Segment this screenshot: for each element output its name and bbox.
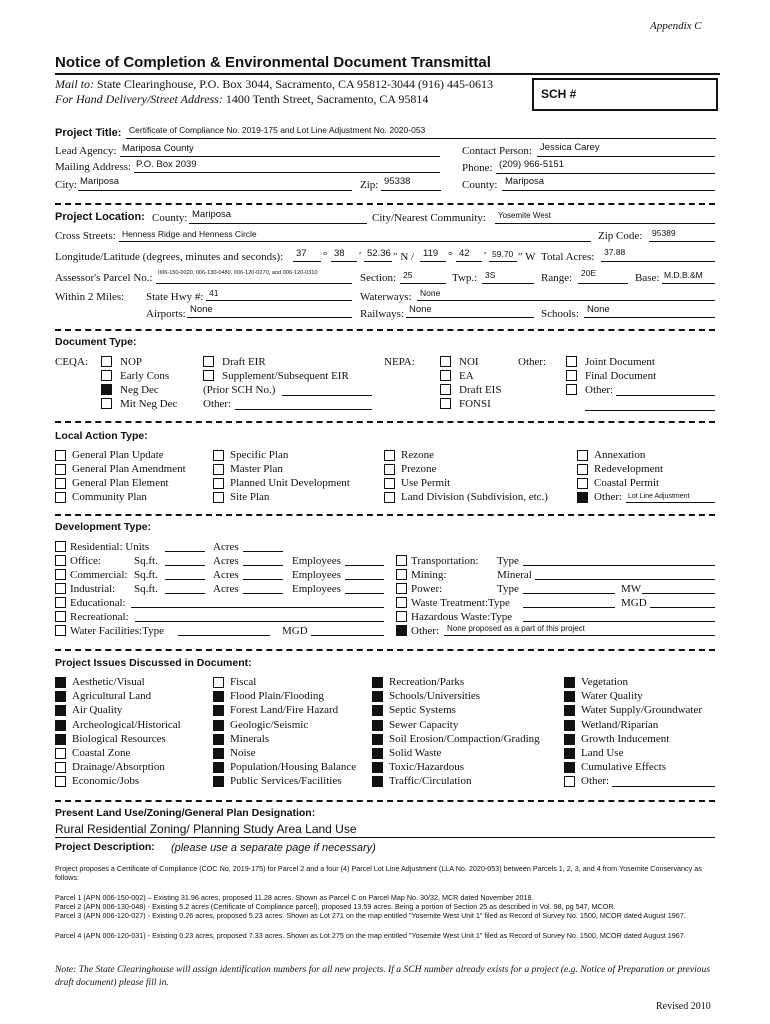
commercial-acres-field[interactable] bbox=[243, 579, 283, 580]
local-action-rezone-label: Rezone bbox=[401, 449, 434, 461]
commercial-acres-label: Acres bbox=[213, 569, 239, 581]
n-label: ″ N / bbox=[393, 251, 415, 263]
ceqa-label: CEQA: bbox=[55, 356, 88, 368]
residential-units-field[interactable] bbox=[165, 551, 205, 552]
airports-label: Airports: bbox=[146, 308, 186, 320]
waste-treatment-label: Waste Treatment:Type bbox=[411, 597, 510, 609]
issue-land-use-label: Land Use bbox=[581, 747, 624, 759]
issue-drainage-absorption-checkbox[interactable] bbox=[55, 762, 66, 773]
ea-label: EA bbox=[459, 370, 474, 382]
zip-value[interactable]: 95338 bbox=[384, 176, 411, 187]
final-document-label: Final Document bbox=[585, 370, 657, 382]
issue-aesthetic-visual-checkbox[interactable] bbox=[55, 677, 66, 688]
water-mgd-field[interactable] bbox=[311, 635, 384, 636]
local-action-community-plan-label: Community Plan bbox=[72, 491, 147, 503]
doc-other2-label: Other: bbox=[585, 384, 614, 396]
airports-value[interactable]: None bbox=[190, 304, 213, 315]
doc-other-checkbox[interactable] bbox=[566, 384, 577, 395]
lead-agency-value[interactable]: Mariposa County bbox=[122, 143, 194, 154]
lead-agency-label: Lead Agency: bbox=[55, 145, 117, 157]
title-rule bbox=[55, 73, 720, 75]
local-action-other-label: Other: bbox=[594, 491, 623, 503]
county-value[interactable]: Mariposa bbox=[505, 176, 545, 187]
total-acres-label: Total Acres: bbox=[541, 251, 595, 263]
issue-archeological-historical-label: Archeological/Historical bbox=[72, 718, 181, 731]
office-checkbox[interactable] bbox=[55, 555, 66, 566]
issue-growth-inducement-checkbox[interactable] bbox=[564, 734, 575, 745]
city-value[interactable]: Mariposa bbox=[80, 176, 120, 187]
issue-archeological-historical-checkbox[interactable] bbox=[55, 720, 66, 731]
issue-toxic-hazardous-label: Toxic/Hazardous bbox=[389, 761, 464, 774]
industrial-acres-label: Acres bbox=[213, 583, 239, 595]
phone-label: Phone: bbox=[462, 162, 493, 174]
local-action-prezone-label: Prezone bbox=[401, 463, 437, 475]
deg-symbol-2: ° bbox=[448, 250, 453, 262]
water-facilities-checkbox[interactable] bbox=[55, 625, 66, 636]
project-description-note: (please use a separate page if necessary) bbox=[171, 842, 376, 854]
doc-other-label: Other: bbox=[518, 356, 547, 368]
issue-economic-jobs-checkbox[interactable] bbox=[55, 776, 66, 787]
issue-sewer-capacity-checkbox[interactable] bbox=[372, 720, 383, 731]
section-divider bbox=[55, 649, 715, 651]
zip-code-label: Zip Code: bbox=[598, 230, 643, 242]
ceqa-other-label: Other: bbox=[203, 398, 232, 410]
local-action-prezone-checkbox[interactable] bbox=[384, 464, 395, 475]
issue-recreation-parks-checkbox[interactable] bbox=[372, 677, 383, 688]
issue-fiscal-label: Fiscal bbox=[230, 676, 257, 688]
commercial-checkbox[interactable] bbox=[55, 569, 66, 580]
local-action-land-division-subdivision-etc-checkbox[interactable] bbox=[384, 492, 395, 503]
local-action-specific-plan-checkbox[interactable] bbox=[213, 450, 224, 461]
noi-checkbox[interactable] bbox=[440, 356, 451, 367]
neg-dec-label: Neg Dec bbox=[120, 384, 159, 396]
lat-minutes[interactable]: 38 bbox=[334, 248, 345, 259]
issue-recreation-parks-label: Recreation/Parks bbox=[389, 676, 465, 688]
issue-geologic-seismic-checkbox[interactable] bbox=[213, 720, 224, 731]
supplement-eir-checkbox[interactable] bbox=[203, 370, 214, 381]
local-action-general-plan-amendment-label: General Plan Amendment bbox=[72, 463, 186, 475]
transportation-checkbox[interactable] bbox=[396, 555, 407, 566]
section-divider bbox=[55, 329, 715, 331]
issue-wetland-riparian-label: Wetland/Riparian bbox=[581, 718, 659, 731]
issue-water-supply-groundwater-checkbox[interactable] bbox=[564, 705, 575, 716]
issue-minerals-label: Minerals bbox=[230, 732, 270, 745]
within-2-miles-label: Within 2 Miles: bbox=[55, 291, 125, 303]
nearest-community-value[interactable]: Yosemite West bbox=[498, 211, 551, 220]
issue-solid-waste-label: Solid Waste bbox=[389, 747, 442, 759]
zip-code-value[interactable]: 95389 bbox=[652, 228, 676, 238]
power-type-label: Type bbox=[497, 583, 519, 595]
power-type-field[interactable] bbox=[523, 593, 615, 594]
prior-sch-label: (Prior SCH No.) bbox=[203, 384, 276, 396]
hazardous-waste-label: Hazardous Waste:Type bbox=[411, 611, 513, 623]
township-value[interactable]: 3S bbox=[485, 270, 496, 280]
issue-flood-plain-flooding-checkbox[interactable] bbox=[213, 691, 224, 702]
office-sqft-label: Sq.ft. bbox=[134, 555, 158, 567]
revised-label: Revised 2010 bbox=[656, 1001, 711, 1012]
issue-schools-universities-label: Schools/Universities bbox=[389, 690, 481, 703]
appendix-label: Appendix C bbox=[650, 20, 702, 32]
sch-label: SCH # bbox=[541, 87, 577, 101]
development-type-header: Development Type: bbox=[55, 521, 152, 533]
state-hwy-value[interactable]: 41 bbox=[209, 288, 219, 298]
water-mgd-label: MGD bbox=[282, 625, 308, 637]
educational-checkbox[interactable] bbox=[55, 597, 66, 608]
mit-neg-dec-checkbox[interactable] bbox=[101, 398, 112, 409]
local-action-other-value[interactable]: Lot Line Adjustment bbox=[628, 493, 690, 500]
residential-acres-field[interactable] bbox=[243, 551, 283, 552]
mail-to-line: Mail to: State Clearinghouse, P.O. Box 3044, Sacramento, CA 95812-3044 (916) 445-0613 bbox=[55, 77, 493, 91]
project-title-value[interactable]: Certificate of Compliance No. 2019-175 and Lot Line Adjustment No. 2020-053 bbox=[129, 125, 426, 135]
issue-public-services-facilities-checkbox[interactable] bbox=[213, 776, 224, 787]
project-description-header: Project Description: bbox=[55, 841, 155, 853]
contact-person-value[interactable]: Jessica Carey bbox=[540, 142, 600, 153]
cross-streets-value[interactable]: Henness Ridge and Henness Circle bbox=[122, 229, 257, 239]
section-divider bbox=[55, 203, 715, 205]
local-action-annexation-label: Annexation bbox=[594, 449, 646, 461]
local-action-use-permit-label: Use Permit bbox=[401, 477, 451, 489]
development-other-value[interactable]: None proposed as a part of this project bbox=[447, 624, 585, 633]
issue-forest-land-fire-hazard-label: Forest Land/Fire Hazard bbox=[230, 704, 339, 717]
local-action-general-plan-update-checkbox[interactable] bbox=[55, 450, 66, 461]
residential-label: Residential: Units bbox=[70, 541, 150, 553]
min-symbol-2: ′ bbox=[484, 250, 487, 262]
recreational-checkbox[interactable] bbox=[55, 611, 66, 622]
transportation-type-label: Type bbox=[497, 555, 519, 567]
ea-checkbox[interactable] bbox=[440, 370, 451, 381]
issue-septic-systems-label: Septic Systems bbox=[389, 704, 456, 717]
project-location-header: Project Location: bbox=[55, 211, 145, 223]
waste-mgd-label: MGD bbox=[621, 597, 647, 609]
section-divider bbox=[55, 514, 715, 516]
recreational-field[interactable] bbox=[135, 621, 384, 622]
parcel-no-value[interactable]: 006-150-0020, 006-130-0480, 006-120-0270, and 006-120-0310 bbox=[158, 270, 318, 276]
section-value[interactable]: 25 bbox=[403, 270, 413, 280]
description-parcel-3: Parcel 3 (APN 006-120-027) - Existing 0.26 acres, proposed 5.23 acres. Shown as Lot 271 on the map entitled "Yosemite West Unit 1" filed as Record of Survey No. 1500, MCOR dated August 1967. bbox=[55, 911, 686, 920]
commercial-sqft-field[interactable] bbox=[165, 579, 205, 580]
issue-forest-land-fire-hazard-checkbox[interactable] bbox=[213, 705, 224, 716]
issue-wetland-riparian-checkbox[interactable] bbox=[564, 720, 575, 731]
joint-document-label: Joint Document bbox=[585, 356, 655, 368]
industrial-label: Industrial: bbox=[70, 583, 116, 595]
city-label: City: bbox=[55, 179, 78, 191]
commercial-label: Commercial: bbox=[70, 569, 128, 581]
issue-soil-erosion-compaction-grading-label: Soil Erosion/Compaction/Grading bbox=[389, 732, 540, 745]
railways-label: Railways: bbox=[360, 308, 404, 320]
waste-treatment-checkbox[interactable] bbox=[396, 597, 407, 608]
industrial-acres-field[interactable] bbox=[243, 593, 283, 594]
issue-schools-universities-checkbox[interactable] bbox=[372, 691, 383, 702]
schools-label: Schools: bbox=[541, 308, 579, 320]
issue-coastal-zone-label: Coastal Zone bbox=[72, 747, 131, 759]
office-acres-field[interactable] bbox=[243, 565, 283, 566]
supplement-eir-label: Supplement/Subsequent EIR bbox=[222, 370, 349, 382]
local-action-coastal-permit-checkbox[interactable] bbox=[577, 478, 588, 489]
local-action-general-plan-update-label: General Plan Update bbox=[72, 449, 164, 461]
zip-label: Zip: bbox=[360, 179, 379, 191]
issue-aesthetic-visual-label: Aesthetic/Visual bbox=[72, 676, 145, 688]
description-parcel-4: Parcel 4 (APN 006-120-031) - Existing 0.23 acres, proposed 7.33 acres. Shown as Lot 275 on the map entitled "Yosemite West Unit 1" filed as Record of Survey No. 1500, MCOR dated August 1967. bbox=[55, 931, 686, 940]
transportation-type-field[interactable] bbox=[523, 565, 715, 566]
local-action-site-plan-label: Site Plan bbox=[230, 491, 270, 503]
draft-eir-label: Draft EIR bbox=[222, 356, 266, 368]
issues-other-field[interactable] bbox=[612, 786, 715, 787]
office-employees-label: Employees bbox=[292, 555, 341, 567]
early-cons-label: Early Cons bbox=[120, 370, 170, 382]
issue-flood-plain-flooding-label: Flood Plain/Flooding bbox=[230, 690, 324, 703]
local-action-redevelopment-label: Redevelopment bbox=[594, 463, 664, 475]
lat-degrees[interactable]: 37 bbox=[296, 248, 307, 259]
transportation-label: Transportation: bbox=[411, 555, 479, 567]
project-title-label: Project Title: bbox=[55, 127, 122, 139]
parcel-no-label: Assessor's Parcel No.: bbox=[55, 272, 153, 284]
local-action-annexation-checkbox[interactable] bbox=[577, 450, 588, 461]
range-label: Range: bbox=[541, 272, 573, 284]
description-paragraph-1: Project proposes a Certificate of Compliance (COC No. 2019-175) for Parcel 2 and a four (4) Parcel Lot Line Adjustment (LLA No. 2020-053) between Parcels 1, 2, 3, and 4 from Yosemite Conservancy as follows: bbox=[55, 864, 702, 882]
nop-checkbox[interactable] bbox=[101, 356, 112, 367]
industrial-sqft-label: Sq.ft. bbox=[134, 583, 158, 595]
local-action-redevelopment-checkbox[interactable] bbox=[577, 464, 588, 475]
issue-soil-erosion-compaction-grading-checkbox[interactable] bbox=[372, 734, 383, 745]
issue-water-quality-checkbox[interactable] bbox=[564, 691, 575, 702]
power-checkbox[interactable] bbox=[396, 583, 407, 594]
local-action-general-plan-element-checkbox[interactable] bbox=[55, 478, 66, 489]
mailing-address-value[interactable]: P.O. Box 2039 bbox=[136, 159, 197, 170]
issue-economic-jobs-label: Economic/Jobs bbox=[72, 775, 140, 788]
fonsi-checkbox[interactable] bbox=[440, 398, 451, 409]
issue-air-quality-label: Air Quality bbox=[72, 704, 123, 717]
local-action-rezone-checkbox[interactable] bbox=[384, 450, 395, 461]
development-other-label: Other: bbox=[411, 625, 440, 637]
issue-fiscal-checkbox[interactable] bbox=[213, 677, 224, 688]
deg-symbol: ° bbox=[323, 250, 328, 262]
document-type-header: Document Type: bbox=[55, 336, 137, 348]
latlong-label: Longitude/Latitude (degrees, minutes and seconds): bbox=[55, 251, 284, 263]
issue-geologic-seismic-label: Geologic/Seismic bbox=[230, 718, 309, 731]
waste-type-field[interactable] bbox=[523, 607, 615, 608]
total-acres-value[interactable]: 37.88 bbox=[604, 247, 626, 257]
office-label: Office: bbox=[70, 555, 101, 567]
early-cons-checkbox[interactable] bbox=[101, 370, 112, 381]
local-action-master-plan-label: Master Plan bbox=[230, 463, 283, 475]
issue-toxic-hazardous-checkbox[interactable] bbox=[372, 762, 383, 773]
industrial-sqft-field[interactable] bbox=[165, 593, 205, 594]
range-value[interactable]: 20E bbox=[581, 268, 597, 278]
commercial-sqft-label: Sq.ft. bbox=[134, 569, 158, 581]
hand-delivery-line: For Hand Delivery/Street Address: 1400 Tenth Street, Sacramento, CA 95814 bbox=[55, 92, 429, 106]
issue-air-quality-checkbox[interactable] bbox=[55, 705, 66, 716]
location-county-value[interactable]: Mariposa bbox=[192, 209, 232, 220]
issue-growth-inducement-label: Growth Inducement bbox=[581, 732, 670, 745]
footnote: Note: The State Clearinghouse will assign identification numbers for all new projects. If a SCH number already exists for a project (e.g. Notice of Preparation or previous draft document) please fill in. bbox=[55, 964, 711, 988]
lon-minutes[interactable]: 42 bbox=[459, 248, 470, 259]
issue-biological-resources-label: Biological Resources bbox=[72, 732, 166, 745]
office-sqft-field[interactable] bbox=[165, 565, 205, 566]
state-hwy-label: State Hwy #: bbox=[146, 291, 204, 303]
industrial-checkbox[interactable] bbox=[55, 583, 66, 594]
min-symbol: ′ bbox=[359, 250, 362, 262]
lon-degrees[interactable]: 119 bbox=[423, 248, 439, 259]
noi-label: NOI bbox=[459, 356, 479, 368]
mineral-field[interactable] bbox=[535, 579, 715, 580]
local-action-general-plan-amendment-checkbox[interactable] bbox=[55, 464, 66, 475]
issue-agricultural-land-checkbox[interactable] bbox=[55, 691, 66, 702]
w-label: ″ W bbox=[518, 251, 536, 263]
description-parcel-1: Parcel 1 (APN 006-150-002) – Existing 31.96 acres, proposed 11.28 acres. Shown as Parcel C on Parcel Map No. 30/32, MCR dated November 2018. bbox=[55, 893, 534, 902]
draft-eis-label: Draft EIS bbox=[459, 384, 502, 396]
issue-noise-checkbox[interactable] bbox=[213, 748, 224, 759]
phone-value[interactable]: (209) 966-5151 bbox=[499, 159, 564, 170]
issue-vegetation-label: Vegetation bbox=[581, 676, 629, 688]
land-use-header: Present Land Use/Zoning/General Plan Designation: bbox=[55, 807, 316, 819]
local-action-master-plan-checkbox[interactable] bbox=[213, 464, 224, 475]
commercial-employees-label: Employees bbox=[292, 569, 341, 581]
mailing-address-label: Mailing Address: bbox=[55, 161, 132, 173]
power-label: Power: bbox=[411, 583, 443, 595]
hazardous-waste-checkbox[interactable] bbox=[396, 611, 407, 622]
issue-agricultural-land-label: Agricultural Land bbox=[72, 690, 152, 703]
issue-water-quality-label: Water Quality bbox=[581, 690, 643, 703]
issue-coastal-zone-checkbox[interactable] bbox=[55, 748, 66, 759]
educational-label: Educational: bbox=[70, 597, 126, 609]
issue-population-housing-balance-label: Population/Housing Balance bbox=[230, 761, 357, 774]
land-use-value[interactable]: Rural Residential Zoning/ Planning Study Area Land Use bbox=[55, 822, 357, 836]
residential-acres-label: Acres bbox=[213, 541, 239, 553]
local-action-land-division-subdivision-etc-label: Land Division (Subdivision, etc.) bbox=[401, 491, 548, 503]
local-action-site-plan-checkbox[interactable] bbox=[213, 492, 224, 503]
section-divider bbox=[55, 800, 715, 802]
issue-vegetation-checkbox[interactable] bbox=[564, 677, 575, 688]
mw-field[interactable] bbox=[642, 593, 715, 594]
local-action-planned-unit-development-checkbox[interactable] bbox=[213, 478, 224, 489]
schools-value[interactable]: None bbox=[587, 304, 610, 315]
mining-checkbox[interactable] bbox=[396, 569, 407, 580]
waterways-label: Waterways: bbox=[360, 291, 412, 303]
mineral-label: Mineral bbox=[497, 569, 532, 581]
base-value[interactable]: M.D.B.&M bbox=[664, 270, 703, 280]
waterways-value[interactable]: None bbox=[420, 288, 441, 298]
base-label: Base: bbox=[635, 272, 660, 284]
nearest-community-label: City/Nearest Community: bbox=[372, 212, 486, 224]
issue-public-services-facilities-label: Public Services/Facilities bbox=[230, 775, 342, 788]
industrial-employees-field[interactable] bbox=[345, 593, 384, 594]
educational-field[interactable] bbox=[131, 607, 384, 608]
waste-mgd-field[interactable] bbox=[650, 607, 715, 608]
local-action-other-checkbox[interactable] bbox=[577, 492, 588, 503]
issue-septic-systems-checkbox[interactable] bbox=[372, 705, 383, 716]
doc-other-field-2[interactable] bbox=[585, 410, 715, 411]
local-action-general-plan-element-label: General Plan Element bbox=[72, 477, 169, 489]
development-other-checkbox[interactable] bbox=[396, 625, 407, 636]
contact-person-label: Contact Person: bbox=[462, 145, 532, 157]
section-label: Section: bbox=[360, 272, 397, 284]
section-divider bbox=[55, 421, 715, 423]
hazardous-type-field[interactable] bbox=[523, 621, 715, 622]
issue-noise-label: Noise bbox=[230, 747, 256, 759]
location-county-label: County: bbox=[152, 212, 188, 224]
residential-checkbox[interactable] bbox=[55, 541, 66, 552]
ceqa-other-field[interactable] bbox=[235, 409, 372, 410]
issue-other-checkbox[interactable] bbox=[564, 776, 575, 787]
township-label: Twp.: bbox=[452, 272, 478, 284]
issue-land-use-checkbox[interactable] bbox=[564, 748, 575, 759]
county-label: County: bbox=[462, 179, 498, 191]
final-document-checkbox[interactable] bbox=[566, 370, 577, 381]
local-action-coastal-permit-label: Coastal Permit bbox=[594, 477, 660, 489]
local-action-header: Local Action Type: bbox=[55, 430, 148, 442]
railways-value[interactable]: None bbox=[409, 304, 432, 315]
recreational-label: Recreational: bbox=[70, 611, 129, 623]
issue-cumulative-effects-checkbox[interactable] bbox=[564, 762, 575, 773]
neg-dec-checkbox[interactable] bbox=[101, 384, 112, 395]
water-facilities-field[interactable] bbox=[178, 635, 270, 636]
lat-seconds[interactable]: 52.36 bbox=[367, 248, 391, 259]
issue-sewer-capacity-label: Sewer Capacity bbox=[389, 718, 459, 731]
office-employees-field[interactable] bbox=[345, 565, 384, 566]
water-facilities-label: Water Facilities:Type bbox=[70, 625, 164, 637]
issue-traffic-circulation-label: Traffic/Circulation bbox=[389, 775, 472, 788]
fonsi-label: FONSI bbox=[459, 398, 491, 410]
issue-water-supply-groundwater-label: Water Supply/Groundwater bbox=[581, 704, 702, 717]
lon-seconds[interactable]: 59.70 bbox=[492, 249, 514, 259]
cross-streets-label: Cross Streets: bbox=[55, 230, 116, 242]
issue-population-housing-balance-checkbox[interactable] bbox=[213, 762, 224, 773]
mining-label: Mining: bbox=[411, 569, 447, 581]
issue-biological-resources-checkbox[interactable] bbox=[55, 734, 66, 745]
form-title: Notice of Completion & Environmental Document Transmittal bbox=[55, 54, 491, 71]
issue-solid-waste-checkbox[interactable] bbox=[372, 748, 383, 759]
description-parcel-2: Parcel 2 (APN 006-130-048) - Existing 5.2 acres (Certificate of Compliance parcel), proposed 13.59 acres. Being a portion of Section 25 as described in Vol. 98, pg 547, MCOR. bbox=[55, 902, 616, 911]
local-action-planned-unit-development-label: Planned Unit Development bbox=[230, 477, 350, 489]
issues-header: Project Issues Discussed in Document: bbox=[55, 657, 252, 669]
draft-eis-checkbox[interactable] bbox=[440, 384, 451, 395]
local-action-use-permit-checkbox[interactable] bbox=[384, 478, 395, 489]
nop-label: NOP bbox=[120, 356, 143, 368]
commercial-employees-field[interactable] bbox=[345, 579, 384, 580]
local-action-community-plan-checkbox[interactable] bbox=[55, 492, 66, 503]
draft-eir-checkbox[interactable] bbox=[203, 356, 214, 367]
issue-cumulative-effects-label: Cumulative Effects bbox=[581, 761, 667, 774]
doc-other-field[interactable] bbox=[616, 395, 715, 396]
joint-document-checkbox[interactable] bbox=[566, 356, 577, 367]
issue-drainage-absorption-label: Drainage/Absorption bbox=[72, 761, 165, 774]
prior-sch-field[interactable] bbox=[282, 395, 372, 396]
nepa-label: NEPA: bbox=[384, 356, 415, 368]
issue-traffic-circulation-checkbox[interactable] bbox=[372, 776, 383, 787]
mit-neg-dec-label: Mit Neg Dec bbox=[120, 398, 178, 410]
issue-minerals-checkbox[interactable] bbox=[213, 734, 224, 745]
office-acres-label: Acres bbox=[213, 555, 239, 567]
local-action-specific-plan-label: Specific Plan bbox=[230, 449, 289, 461]
mw-label: MW bbox=[621, 583, 642, 595]
industrial-employees-label: Employees bbox=[292, 583, 341, 595]
issue-other-label: Other: bbox=[581, 775, 610, 788]
